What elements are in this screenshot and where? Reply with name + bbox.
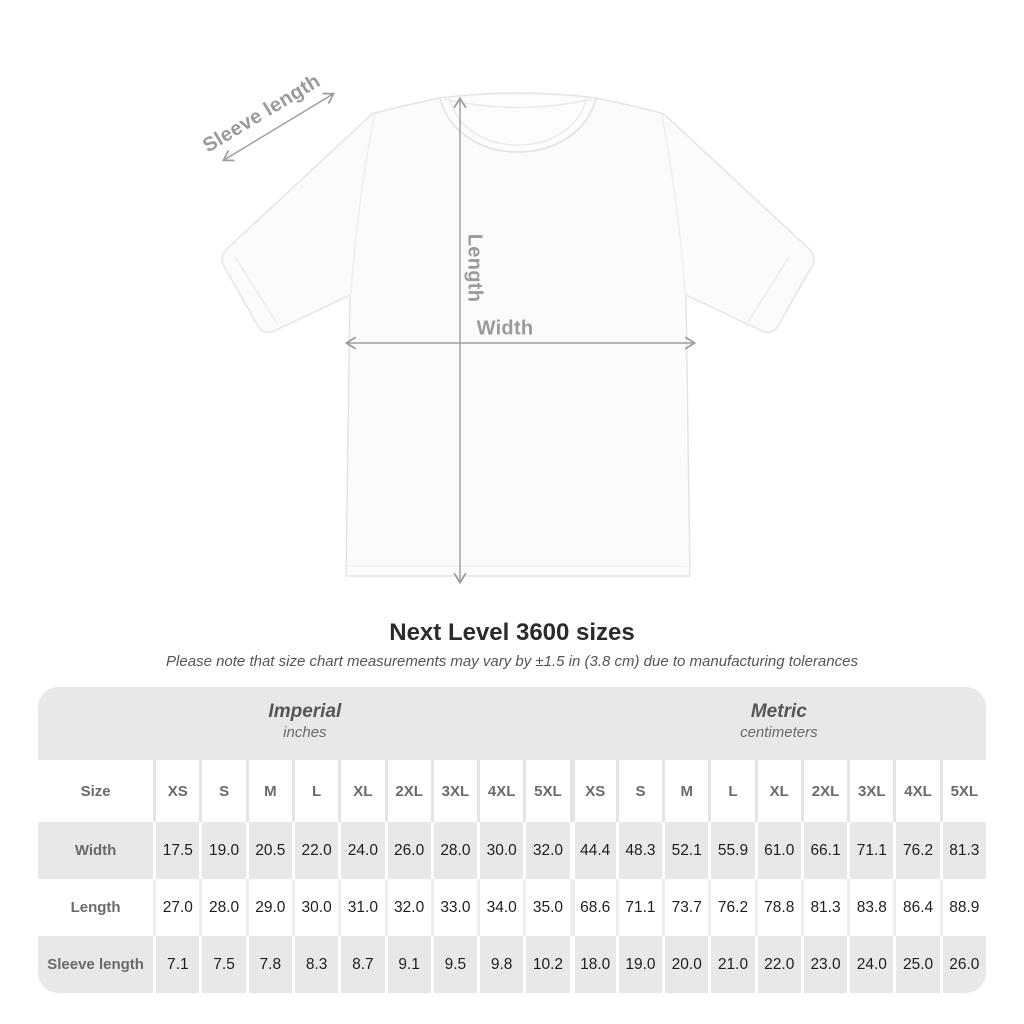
size-header-imperial-xl: XL [338, 760, 384, 822]
imperial-group-subtitle: inches [283, 724, 327, 741]
value-width-imperial-xl: 24.0 [338, 822, 384, 879]
size-header-imperial-3xl: 3XL [431, 760, 477, 822]
size-table [38, 760, 986, 993]
unit-group-header [38, 687, 986, 760]
value-length-imperial-3xl: 33.0 [431, 879, 477, 936]
value-width-imperial-2xl: 26.0 [385, 822, 431, 879]
size-chart-card [38, 687, 986, 993]
value-length-metric-2xl: 81.3 [801, 879, 847, 936]
value-width-imperial-m: 20.5 [246, 822, 292, 879]
sleeve-length-label: Sleeve length [199, 69, 325, 158]
value-length-imperial-m: 29.0 [246, 879, 292, 936]
row-label-width: Width [38, 822, 153, 879]
value-width-imperial-3xl: 28.0 [431, 822, 477, 879]
measurement-row-length [38, 879, 986, 936]
measurement-row-width [38, 822, 986, 879]
value-width-imperial-s: 19.0 [199, 822, 245, 879]
value-width-metric-4xl: 76.2 [893, 822, 939, 879]
value-sleeve-length-metric-2xl: 23.0 [801, 936, 847, 993]
value-width-metric-xs: 44.4 [570, 822, 616, 879]
value-sleeve-length-imperial-3xl: 9.5 [431, 936, 477, 993]
value-length-metric-s: 71.1 [616, 879, 662, 936]
value-length-imperial-s: 28.0 [199, 879, 245, 936]
value-sleeve-length-imperial-5xl: 10.2 [523, 936, 569, 993]
value-length-metric-m: 73.7 [662, 879, 708, 936]
value-width-imperial-xs: 17.5 [153, 822, 199, 879]
measurement-row-sleeve-length [38, 936, 986, 993]
value-sleeve-length-metric-xs: 18.0 [570, 936, 616, 993]
value-length-imperial-xl: 31.0 [338, 879, 384, 936]
value-sleeve-length-imperial-xl: 8.7 [338, 936, 384, 993]
value-width-metric-m: 52.1 [662, 822, 708, 879]
size-header-imperial-m: M [246, 760, 292, 822]
value-width-imperial-l: 22.0 [292, 822, 338, 879]
value-width-imperial-5xl: 32.0 [523, 822, 569, 879]
value-sleeve-length-metric-4xl: 25.0 [893, 936, 939, 993]
value-sleeve-length-metric-m: 20.0 [662, 936, 708, 993]
width-label: Width [476, 317, 534, 340]
value-width-metric-l: 55.9 [708, 822, 754, 879]
row-label-length: Length [38, 879, 153, 936]
value-length-imperial-4xl: 34.0 [477, 879, 523, 936]
size-header-metric-5xl: 5XL [940, 760, 986, 822]
imperial-group-title: Imperial [268, 701, 342, 722]
value-length-metric-4xl: 86.4 [893, 879, 939, 936]
imperial-group [38, 687, 572, 760]
value-sleeve-length-metric-l: 21.0 [708, 936, 754, 993]
size-header-metric-s: S [616, 760, 662, 822]
value-length-metric-xs: 68.6 [570, 879, 616, 936]
size-header-row [38, 760, 986, 822]
value-width-metric-s: 48.3 [616, 822, 662, 879]
size-table-body [38, 822, 986, 993]
value-length-metric-5xl: 88.9 [940, 879, 986, 936]
page-title: Next Level 3600 sizes [389, 619, 635, 646]
size-header-imperial-xs: XS [153, 760, 199, 822]
value-sleeve-length-imperial-l: 8.3 [292, 936, 338, 993]
value-sleeve-length-metric-xl: 22.0 [755, 936, 801, 993]
value-width-metric-5xl: 81.3 [940, 822, 986, 879]
value-length-imperial-5xl: 35.0 [523, 879, 569, 936]
metric-group-subtitle: centimeters [740, 724, 818, 741]
size-header-metric-4xl: 4XL [893, 760, 939, 822]
value-width-metric-3xl: 71.1 [847, 822, 893, 879]
row-label-sleeve-length: Sleeve length [38, 936, 153, 993]
size-header-imperial-s: S [199, 760, 245, 822]
value-width-metric-xl: 61.0 [755, 822, 801, 879]
value-sleeve-length-metric-5xl: 26.0 [940, 936, 986, 993]
size-header-imperial-2xl: 2XL [385, 760, 431, 822]
size-header-metric-l: L [708, 760, 754, 822]
metric-group-title: Metric [750, 701, 807, 722]
value-sleeve-length-imperial-s: 7.5 [199, 936, 245, 993]
size-header-metric-m: M [662, 760, 708, 822]
size-column-header: Size [38, 760, 153, 822]
value-sleeve-length-imperial-2xl: 9.1 [385, 936, 431, 993]
value-width-imperial-4xl: 30.0 [477, 822, 523, 879]
size-header-imperial-4xl: 4XL [477, 760, 523, 822]
size-header-metric-3xl: 3XL [847, 760, 893, 822]
value-sleeve-length-imperial-m: 7.8 [246, 936, 292, 993]
length-label: Length [463, 233, 486, 303]
value-sleeve-length-imperial-xs: 7.1 [153, 936, 199, 993]
size-header-imperial-5xl: 5XL [523, 760, 569, 822]
size-header-metric-xl: XL [755, 760, 801, 822]
value-length-metric-3xl: 83.8 [847, 879, 893, 936]
value-length-imperial-xs: 27.0 [153, 879, 199, 936]
value-length-imperial-2xl: 32.0 [385, 879, 431, 936]
value-sleeve-length-metric-s: 19.0 [616, 936, 662, 993]
value-width-metric-2xl: 66.1 [801, 822, 847, 879]
tolerance-note: Please note that size chart measurements may vary by ±1.5 in (3.8 cm) due to manufacturing tolerances [166, 653, 858, 670]
value-sleeve-length-imperial-4xl: 9.8 [477, 936, 523, 993]
size-header-imperial-l: L [292, 760, 338, 822]
metric-group [572, 687, 986, 760]
size-header-metric-2xl: 2XL [801, 760, 847, 822]
value-length-metric-xl: 78.8 [755, 879, 801, 936]
size-header-metric-xs: XS [570, 760, 616, 822]
value-length-imperial-l: 30.0 [292, 879, 338, 936]
value-sleeve-length-metric-3xl: 24.0 [847, 936, 893, 993]
value-length-metric-l: 76.2 [708, 879, 754, 936]
